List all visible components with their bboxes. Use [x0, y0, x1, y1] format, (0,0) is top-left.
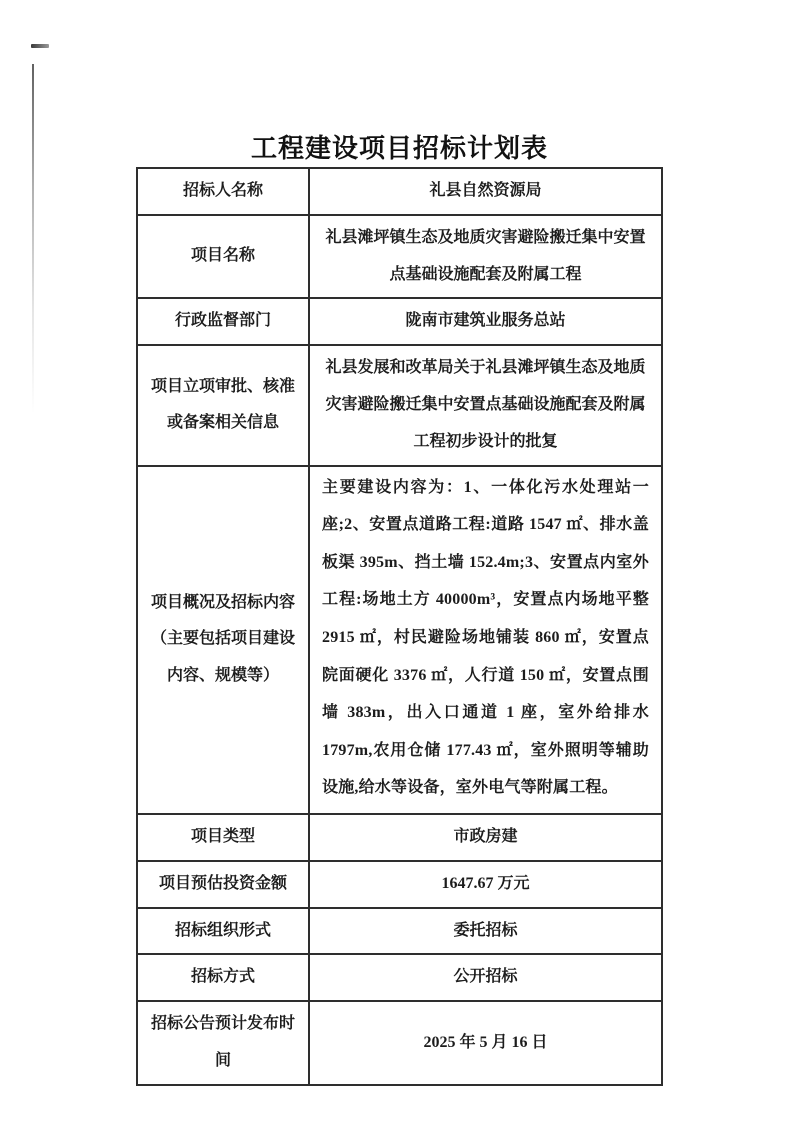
table-row-announcement-date	[138, 1000, 661, 1084]
value-bid-method: 公开招标	[453, 968, 518, 986]
label-announcement-date: 招标公告预计发布时间	[138, 1002, 310, 1084]
label-tenderer-name: 招标人名称	[138, 169, 310, 214]
scan-artifact-dash	[31, 44, 49, 48]
value-project-overview: 主要建设内容为：1、一体化污水处理站一座;2、安置点道路工程:道路 1547 ㎡、排水盖板渠 395m、挡土墙 152.4m;3、安置点内室外工程:场地土方 40000m³，安置点内场地平整 2915 ㎡，村民避险场地铺装 860 ㎡，安置点院面硬化 3376 ㎡，人行道 150 ㎡，安置点围墙 383m，出入口通道 1 座，室外给排水 1797m,农用仓储 177.43 ㎡，室外照明等辅助设施,给水等设备，室外电气等附属工程。	[322, 478, 649, 797]
label-project-name: 项目名称	[138, 216, 310, 298]
label-bid-method: 招标方式	[138, 955, 310, 1000]
label-project-approval-info: 项目立项审批、核准或备案相关信息	[138, 346, 310, 464]
scan-artifact-vertical-line	[32, 64, 34, 414]
label-estimated-investment: 项目预估投资金额	[138, 862, 310, 907]
table-row-project-overview	[138, 465, 661, 813]
label-project-overview: 项目概况及招标内容（主要包括项目建设内容、规模等）	[138, 467, 310, 813]
value-announcement-date: 2025 年 5 月 16 日	[423, 1033, 548, 1051]
value-tenderer-name: 礼县自然资源局	[429, 182, 542, 199]
label-project-type: 项目类型	[138, 815, 310, 860]
table-row-bid-organization-form	[138, 907, 661, 954]
value-estimated-investment: 1647.67 万元	[441, 874, 530, 892]
table-row-tenderer-name	[138, 169, 661, 214]
table-row-bid-method	[138, 953, 661, 1000]
value-project-type: 市政房建	[453, 827, 518, 845]
value-project-name: 礼县滩坪镇生态及地质灾害避险搬迁集中安置点基础设施配套及附属工程	[325, 228, 646, 283]
page-title: 工程建设项目招标计划表	[250, 134, 548, 163]
table-row-project-name	[138, 214, 661, 298]
label-admin-supervision-dept: 行政监督部门	[138, 299, 310, 344]
bidding-plan-table	[136, 167, 663, 1086]
table-row-admin-supervision-dept	[138, 297, 661, 344]
value-bid-organization-form: 委托招标	[453, 921, 518, 939]
label-bid-organization-form: 招标组织形式	[138, 909, 310, 954]
table-row-project-approval-info	[138, 344, 661, 464]
table-row-project-type	[138, 813, 661, 860]
table-row-estimated-investment	[138, 860, 661, 907]
value-admin-supervision-dept: 陇南市建筑业服务总站	[405, 312, 566, 330]
value-project-approval-info: 礼县发展和改革局关于礼县滩坪镇生态及地质灾害避险搬迁集中安置点基础设施配套及附属工程初步设计的批复	[325, 359, 646, 450]
